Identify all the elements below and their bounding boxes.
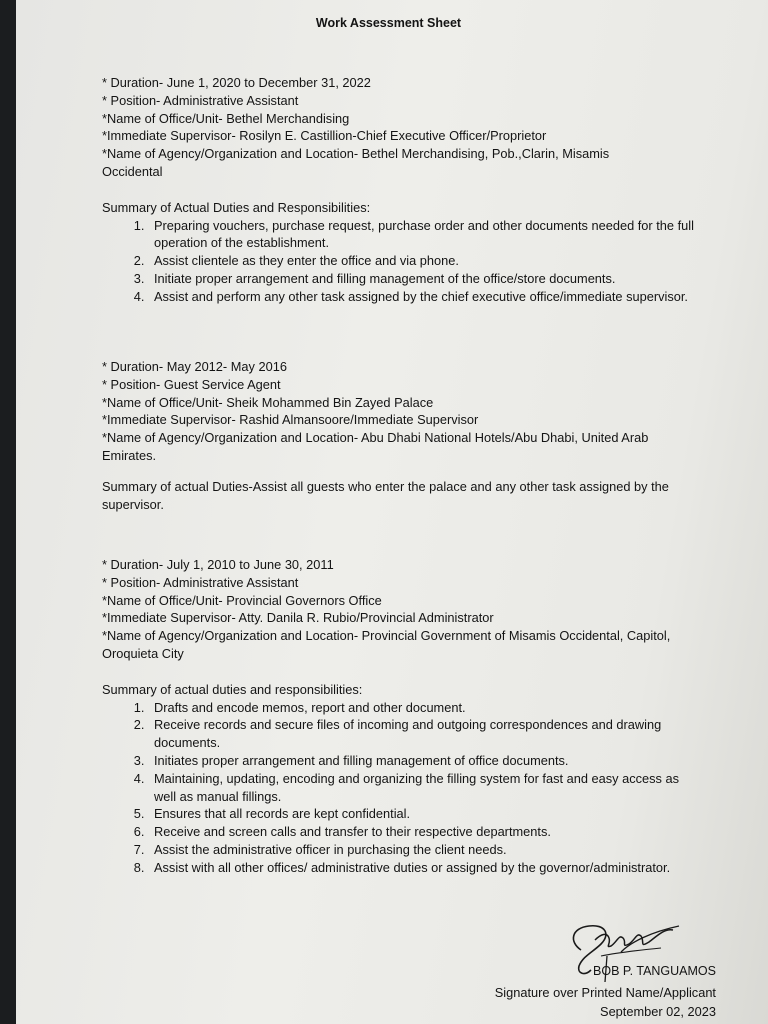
list-item: 8. Assist with all other offices/ administrative duties or assigned by the governor/administrator.	[148, 859, 702, 877]
entry-duration: * Duration- May 2012- May 2016	[102, 359, 287, 374]
entry-supervisor: *Immediate Supervisor- Rosilyn E. Castillion-Chief Executive Officer/Proprietor	[102, 128, 547, 144]
entry-agency: *Name of Agency/Organization and Location- Bethel Merchandising, Pob.,Clarin, Misamis Occidental	[102, 146, 610, 179]
signature-caption: Signature over Printed Name/Applicant	[494, 985, 716, 1000]
entry-office: *Name of Office/Unit- Provincial Governors Office	[102, 592, 382, 608]
document-page	[16, 0, 768, 1024]
entry-position: * Position- Administrative Assistant	[102, 574, 299, 590]
entry-office: *Name of Office/Unit- Sheik Mohammed Bin Zayed Palace	[102, 394, 434, 410]
list-item: 1. Drafts and encode memos, report and other document.	[148, 699, 702, 717]
entry-3	[102, 556, 702, 877]
entry-agency: *Name of Agency/Organization and Location- Provincial Government of Misamis Occidental, Capitol, Oroquieta City	[102, 628, 671, 661]
signature-block	[456, 908, 726, 1024]
entry-position: * Position- Administrative Assistant	[102, 92, 299, 108]
list-item: 5. Ensures that all records are kept confidential.	[148, 805, 702, 823]
summary-heading: Summary of Actual Duties and Responsibilities:	[102, 199, 371, 215]
list-item: 4. Assist and perform any other task assigned by the chief executive office/immediate supervisor.	[148, 288, 702, 306]
list-item: 3. Initiates proper arrangement and filling management of office documents.	[148, 752, 702, 770]
list-item: 3. Initiate proper arrangement and filling management of the office/store documents.	[148, 270, 702, 288]
summary-heading: Summary of actual duties and responsibilities:	[102, 681, 363, 697]
page-title: Work Assessment Sheet	[315, 16, 462, 30]
entry-office: *Name of Office/Unit- Bethel Merchandising	[102, 110, 350, 126]
list-item: 6. Receive and screen calls and transfer to their respective departments.	[148, 823, 702, 841]
signature-date: September 02, 2023	[600, 1004, 716, 1019]
entry-supervisor: *Immediate Supervisor- Atty. Danila R. Rubio/Provincial Administrator	[102, 610, 494, 626]
entry-duration: * Duration- June 1, 2020 to December 31, 2022	[102, 75, 371, 90]
list-item: 7. Assist the administrative officer in purchasing the client needs.	[148, 841, 702, 859]
entry-duration: * Duration- July 1, 2010 to June 30, 2011	[102, 557, 334, 572]
duties-list	[102, 217, 702, 306]
summary-text: Summary of actual Duties-Assist all guests who enter the palace and any other task assigned by the supervisor.	[102, 478, 669, 512]
entry-1	[102, 74, 702, 306]
entry-2	[102, 358, 702, 513]
entry-position: * Position- Guest Service Agent	[102, 376, 281, 392]
entry-agency: *Name of Agency/Organization and Location- Abu Dhabi National Hotels/Abu Dhabi, United Arab Emirates.	[102, 430, 649, 463]
list-item: 2. Receive records and secure files of incoming and outgoing correspondences and drawing documents.	[148, 716, 702, 752]
entry-supervisor: *Immediate Supervisor- Rashid Almansoore/Immediate Supervisor	[102, 412, 479, 428]
duties-list	[102, 699, 702, 877]
applicant-name: BOB P. TANGUAMOS	[593, 964, 716, 978]
list-item: 2. Assist clientele as they enter the office and via phone.	[148, 252, 702, 270]
list-item: 4. Maintaining, updating, encoding and organizing the filling system for fast and easy access as well as manual fillings.	[148, 770, 702, 806]
list-item: 1. Preparing vouchers, purchase request, purchase order and other documents needed for the full operation of the establishment.	[148, 217, 702, 253]
